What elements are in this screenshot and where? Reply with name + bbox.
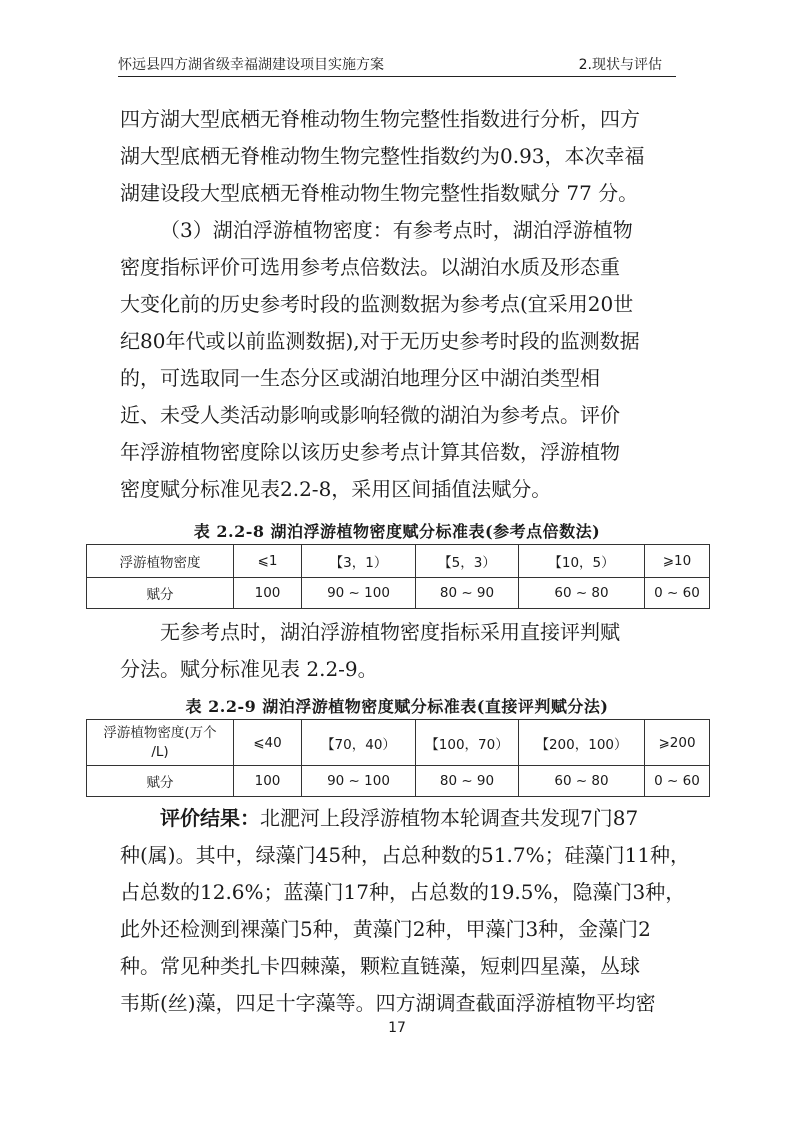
text-line — [120, 800, 680, 837]
text-line: 湖大型底栖无脊椎动物生物完整性指数约为0.93，本次幸福 — [120, 144, 645, 168]
text-line: 无参考点时，湖泊浮游植物密度指标采用直接评判赋 — [160, 620, 620, 644]
table-cell: 90 ~ 100 — [302, 578, 416, 609]
score-table-direct-evaluation — [86, 719, 710, 797]
table-cell: 80 ~ 90 — [416, 766, 519, 797]
table-cell: 【5，3） — [416, 545, 519, 578]
table-row — [87, 720, 710, 766]
table-cell: 60 ~ 80 — [519, 766, 645, 797]
text-line: 密度赋分标准见表2.2-8，采用区间插值法赋分。 — [120, 477, 552, 501]
text-line: 纪80年代或以前监测数据),对于无历史参考时段的监测数据 — [120, 329, 640, 353]
table-row — [87, 766, 710, 797]
table-cell: 100 — [234, 578, 302, 609]
paragraph-benthic-index — [120, 101, 680, 212]
table-cell: 【200，100） — [519, 720, 645, 766]
table-cell: 【100，70） — [416, 720, 519, 766]
table-cell: ⩾200 — [645, 720, 710, 766]
text-line: （3）湖泊浮游植物密度：有参考点时，湖泊浮游植物 — [160, 218, 633, 242]
table-cell: ⩽1 — [234, 545, 302, 578]
table-cell: 0 ~ 60 — [645, 578, 710, 609]
table-cell: ⩽40 — [234, 720, 302, 766]
header-text-line: /L) — [151, 743, 169, 760]
page-number: 17 — [388, 1020, 406, 1036]
table-cell: 80 ~ 90 — [416, 578, 519, 609]
table-caption-2-2-8: 表 2.2-8 湖泊浮游植物密度赋分标准表(参考点倍数法) — [193, 522, 601, 541]
text-line: 此外还检测到裸藻门5种，黄藻门2种，甲藻门3种，金藻门2 — [120, 917, 651, 941]
header-document-title: 怀远县四方湖省级幸福湖建设项目实施方案 — [118, 57, 384, 73]
table-cell: 【70，40） — [302, 720, 416, 766]
score-table-reference-point — [86, 544, 710, 609]
paragraph-direct-evaluation — [120, 614, 680, 688]
text-line: 近、未受人类活动影响或影响轻微的湖泊为参考点。评价 — [120, 403, 620, 427]
table-cell: 0 ~ 60 — [645, 766, 710, 797]
table-cell: 赋分 — [87, 578, 234, 609]
text-line: 湖建设段大型底栖无脊椎动物生物完整性指数赋分 77 分。 — [120, 181, 639, 205]
table-cell: 浮游植物密度 — [87, 545, 234, 578]
header-section-title: 2.现状与评估 — [578, 57, 662, 73]
table-cell: 【3，1） — [302, 545, 416, 578]
page-header — [118, 52, 676, 77]
table-cell: 【10，5） — [519, 545, 645, 578]
header-text-line: 浮游植物密度(万个 — [103, 724, 217, 741]
text-line: 韦斯(丝)藻，四足十字藻等。四方湖调查截面浮游植物平均密 — [120, 991, 656, 1015]
table-cell: 100 — [234, 766, 302, 797]
table-caption-2-2-9: 表 2.2-9 湖泊浮游植物密度赋分标准表(直接评判赋分法) — [185, 697, 609, 716]
paragraph-evaluation-result — [120, 800, 691, 1022]
text-line: 分法。赋分标准见表 2.2-9。 — [120, 657, 378, 681]
table-header-cell — [87, 720, 234, 766]
text-line: 大变化前的历史参考时段的监测数据为参考点(宜采用20世 — [120, 292, 634, 316]
text-line: 占总数的12.6%；蓝藻门17种，占总数的19.5%，隐藻门3种， — [120, 880, 686, 904]
text-line: 的，可选取同一生态分区或湖泊地理分区中湖泊类型相 — [120, 366, 600, 390]
table-cell: 90 ~ 100 — [302, 766, 416, 797]
paragraph-phytoplankton-method — [120, 212, 680, 508]
text-line: 年浮游植物密度除以该历史参考点计算其倍数，浮游植物 — [120, 440, 620, 464]
text-line: 种(属)。其中，绿藻门45种，占总种数的51.7%；硅藻门11种， — [120, 843, 691, 867]
text-line: 四方湖大型底栖无脊椎动物生物完整性指数进行分析，四方 — [120, 107, 640, 131]
result-text: 北淝河上段浮游植物本轮调查共发现7门87 — [260, 806, 639, 830]
table-cell: 赋分 — [87, 766, 234, 797]
result-label: 评价结果： — [160, 806, 260, 830]
table-cell: ⩾10 — [645, 545, 710, 578]
text-line: 密度指标评价可选用参考点倍数法。以湖泊水质及形态重 — [120, 255, 620, 279]
text-line: 种。常见种类扎卡四棘藻，颗粒直链藻，短刺四星藻，丛球 — [120, 954, 640, 978]
table-cell: 60 ~ 80 — [519, 578, 645, 609]
table-row — [87, 545, 710, 578]
table-row — [87, 578, 710, 609]
